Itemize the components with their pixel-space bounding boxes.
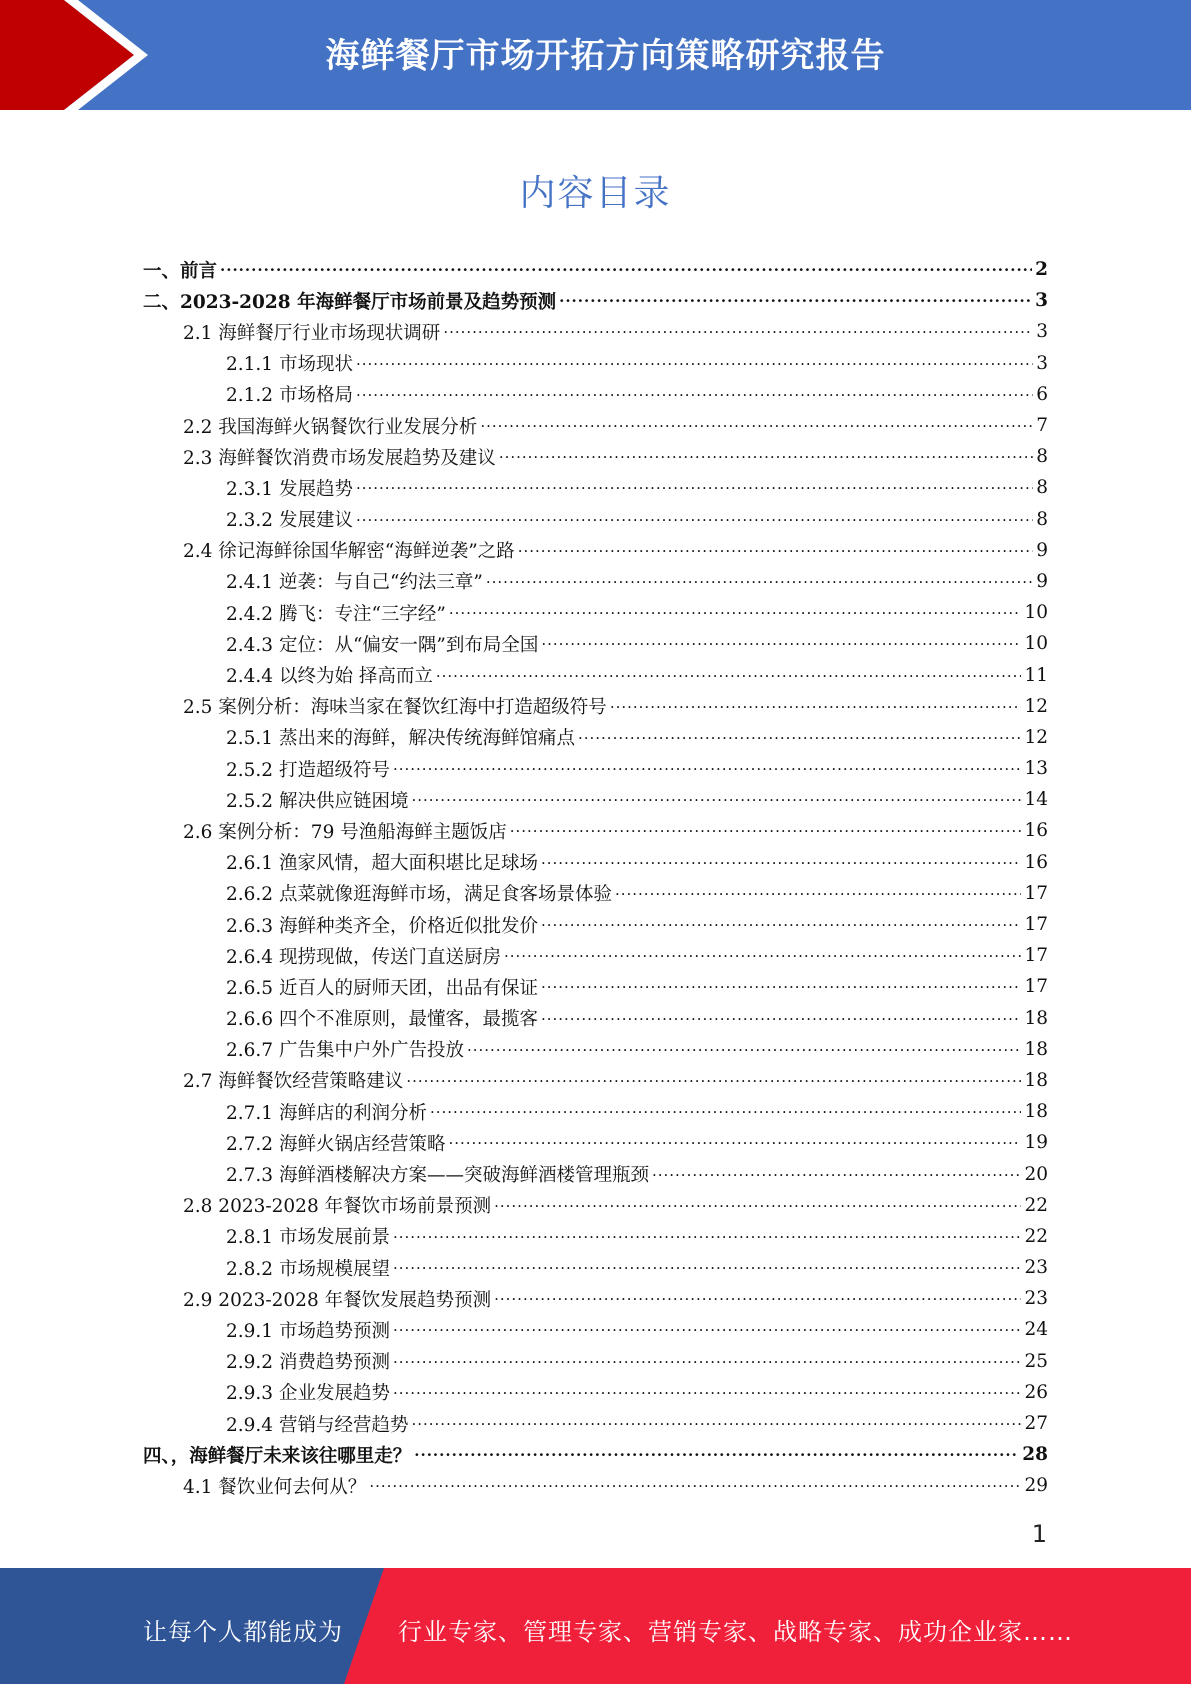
toc-dot-leader <box>393 1227 1021 1246</box>
toc-entry-page: 3 <box>1036 321 1048 343</box>
toc-entry[interactable] <box>143 659 1048 690</box>
toc-dot-leader <box>541 978 1021 997</box>
toc-entry-page: 23 <box>1024 1288 1048 1310</box>
toc-entry[interactable] <box>143 1470 1048 1501</box>
toc-dot-leader <box>541 853 1021 872</box>
footer-banner <box>0 1568 1191 1684</box>
toc-entry-label: 2.8 2023-2028 年餐饮市场前景预测 <box>183 1192 493 1218</box>
toc-dot-leader <box>436 666 1022 685</box>
header-banner <box>0 0 1191 110</box>
footer-slogan-left: 让每个人都能成为 <box>143 1618 343 1646</box>
toc-dot-leader <box>356 354 1033 373</box>
toc-entry-page: 18 <box>1024 1101 1048 1123</box>
toc-entry-page: 22 <box>1024 1194 1048 1216</box>
toc-entry-label: 2.4.2 腾飞：专注“三字经” <box>226 600 448 626</box>
toc-dot-leader <box>411 1414 1021 1433</box>
toc-entry[interactable] <box>143 1096 1048 1127</box>
toc-entry[interactable] <box>143 878 1048 909</box>
toc-entry[interactable] <box>143 1346 1048 1377</box>
toc-entry[interactable] <box>143 410 1048 441</box>
toc-entry-label: 2.5.2 解决供应链困境 <box>226 787 410 813</box>
toc-entry[interactable] <box>143 1221 1048 1252</box>
toc-entry[interactable] <box>143 1283 1048 1314</box>
toc-dot-leader <box>541 1009 1021 1028</box>
toc-entry-label: 2.1.1 市场现状 <box>226 350 355 376</box>
toc-entry-page: 20 <box>1024 1163 1048 1185</box>
toc-entry-label: 2.7.3 海鲜酒楼解决方案——突破海鲜酒楼管理瓶颈 <box>226 1161 651 1187</box>
toc-entry-page: 17 <box>1024 976 1048 998</box>
toc-entry-label: 2.6.5 近百人的厨师天团，出品有保证 <box>226 974 540 1000</box>
toc-dot-leader <box>448 1134 1021 1153</box>
toc-entry-label: 2.9.4 营销与经营趋势 <box>226 1411 410 1437</box>
toc-entry-page: 6 <box>1036 383 1048 405</box>
toc-entry[interactable] <box>143 1190 1048 1221</box>
report-title: 海鲜餐厅市场开拓方向策略研究报告 <box>325 36 886 76</box>
toc-dot-leader <box>414 1445 1019 1464</box>
toc-entry-page: 26 <box>1024 1381 1048 1403</box>
toc-entry-label: 2.2 我国海鲜火锅餐饮行业发展分析 <box>183 413 479 439</box>
toc-entry-label: 二、2023-2028 年海鲜餐厅市场前景及趋势预测 <box>143 288 558 314</box>
toc-entry-label: 2.9.2 消费趋势预测 <box>226 1348 392 1374</box>
toc-entry[interactable] <box>143 940 1048 971</box>
toc-entry[interactable] <box>143 1003 1048 1034</box>
toc-entry-label: 4.1 餐饮业何去何从？ <box>183 1473 368 1499</box>
toc-dot-leader <box>499 447 1033 466</box>
toc-entry-page: 13 <box>1024 758 1048 780</box>
toc-dot-leader <box>518 541 1034 560</box>
toc-entry[interactable] <box>143 472 1048 503</box>
toc-entry-page: 18 <box>1024 1069 1048 1091</box>
footer-slogan-right: 行业专家、管理专家、营销专家、战略专家、成功企业家…… <box>398 1618 1073 1646</box>
toc-dot-leader <box>449 603 1022 622</box>
toc-dot-leader <box>559 292 1032 311</box>
toc-dot-leader <box>615 884 1021 903</box>
toc-entry[interactable] <box>143 909 1048 940</box>
toc-dot-leader <box>504 946 1021 965</box>
toc-dot-leader <box>430 1102 1021 1121</box>
toc-entry[interactable] <box>143 1158 1048 1189</box>
toc-entry-label: 2.9 2023-2028 年餐饮发展趋势预测 <box>183 1286 493 1312</box>
toc-entry-label: 2.4.3 定位：从“偏安一隅”到布局全国 <box>226 631 540 657</box>
toc-entry-page: 16 <box>1024 851 1048 873</box>
toc-entry-page: 12 <box>1024 695 1048 717</box>
toc-entry-label: 2.8.1 市场发展前景 <box>226 1223 392 1249</box>
toc-entry[interactable] <box>143 316 1048 347</box>
toc-entry[interactable] <box>143 628 1048 659</box>
toc-entry-page: 9 <box>1036 539 1048 561</box>
toc-dot-leader <box>443 323 1033 342</box>
toc-entry-page: 14 <box>1024 789 1048 811</box>
toc-entry-page: 29 <box>1024 1475 1048 1497</box>
toc-entry-label: 2.1.2 市场格局 <box>226 381 355 407</box>
toc-dot-leader <box>356 510 1033 529</box>
toc-entry[interactable] <box>143 753 1048 784</box>
toc-dot-leader <box>610 697 1022 716</box>
toc-dot-leader <box>480 416 1033 435</box>
toc-dot-leader <box>652 1165 1021 1184</box>
toc-entry-page: 7 <box>1036 415 1048 437</box>
toc-dot-leader <box>356 385 1033 404</box>
toc-entry-page: 28 <box>1022 1444 1048 1466</box>
toc-entry-label: 2.5.2 打造超级符号 <box>226 756 392 782</box>
toc-entry[interactable] <box>143 722 1048 753</box>
toc-entry[interactable] <box>143 504 1048 535</box>
toc-entry-page: 19 <box>1024 1132 1048 1154</box>
toc-entry-page: 27 <box>1024 1413 1048 1435</box>
toc-dot-leader <box>406 1071 1021 1090</box>
toc-entry-page: 24 <box>1024 1319 1048 1341</box>
toc-entry[interactable] <box>143 379 1048 410</box>
page-number: 1 <box>1031 1520 1047 1548</box>
toc-entry-page: 25 <box>1024 1350 1048 1372</box>
toc-entry-page: 16 <box>1024 820 1048 842</box>
toc-entry[interactable] <box>143 784 1048 815</box>
toc-entry-page: 11 <box>1024 664 1048 686</box>
toc-entry-label: 2.5.1 蒸出来的海鲜，解决传统海鲜馆痛点 <box>226 724 577 750</box>
toc-entry[interactable] <box>143 691 1048 722</box>
toc-entry-label: 2.3.1 发展趋势 <box>226 475 355 501</box>
toc-entry-label: 2.6.6 四个不准原则，最懂客，最揽客 <box>226 1005 540 1031</box>
toc-entry-label: 2.6.3 海鲜种类齐全，价格近似批发价 <box>226 912 540 938</box>
toc-entry-page: 17 <box>1024 914 1048 936</box>
toc-entry[interactable] <box>143 1377 1048 1408</box>
toc-entry-label: 2.7 海鲜餐饮经营策略建议 <box>183 1067 405 1093</box>
toc-dot-leader <box>220 260 1032 279</box>
toc-entry-label: 2.4.4 以终为始 择高而立 <box>226 662 435 688</box>
toc-entry[interactable] <box>143 1408 1048 1439</box>
toc-entry-label: 2.9.1 市场趋势预测 <box>226 1317 392 1343</box>
toc-entry[interactable] <box>143 1439 1048 1470</box>
toc-entry-label: 2.3.2 发展建议 <box>226 506 355 532</box>
toc-entry-label: 2.6.2 点菜就像逛海鲜市场，满足食客场景体验 <box>226 880 614 906</box>
toc-entry-label: 2.7.2 海鲜火锅店经营策略 <box>226 1130 447 1156</box>
toc-entry-page: 17 <box>1024 945 1048 967</box>
toc-heading: 内容目录 <box>519 173 672 214</box>
toc-entry[interactable] <box>143 815 1048 846</box>
toc-entry[interactable] <box>143 1127 1048 1158</box>
toc-entry-label: 一、前言 <box>143 257 219 283</box>
toc-dot-leader <box>411 791 1021 810</box>
toc-entry-page: 10 <box>1024 602 1048 624</box>
toc-entry-page: 17 <box>1024 882 1048 904</box>
toc-entry[interactable] <box>143 847 1048 878</box>
toc-entry[interactable] <box>143 254 1048 285</box>
toc-entry-label: 2.3 海鲜餐饮消费市场发展趋势及建议 <box>183 444 498 470</box>
toc-dot-leader <box>393 1352 1021 1371</box>
toc-dot-leader <box>494 1290 1021 1309</box>
toc-entry[interactable] <box>143 1252 1048 1283</box>
toc-dot-leader <box>510 822 1022 841</box>
toc-entry-page: 12 <box>1024 726 1048 748</box>
toc-entry[interactable] <box>143 1314 1048 1345</box>
toc-entry-label: 2.6.1 渔家风情，超大面积堪比足球场 <box>226 849 540 875</box>
toc-entry[interactable] <box>143 971 1048 1002</box>
toc-entry-page: 2 <box>1035 259 1048 281</box>
toc-entry[interactable] <box>143 566 1048 597</box>
toc-entry-page: 10 <box>1024 633 1048 655</box>
toc-dot-leader <box>486 572 1033 591</box>
toc-entry[interactable] <box>143 535 1048 566</box>
toc-entry[interactable] <box>143 348 1048 379</box>
toc-entry[interactable] <box>143 1034 1048 1065</box>
toc-entry[interactable] <box>143 597 1048 628</box>
toc-dot-leader <box>393 1258 1021 1277</box>
toc-entry-page: 18 <box>1024 1007 1048 1029</box>
toc-entry-label: 2.6.7 广告集中户外广告投放 <box>226 1036 466 1062</box>
toc-dot-leader <box>369 1477 1021 1496</box>
toc-entry-label: 2.4 徐记海鲜徐国华解密“海鲜逆袭”之路 <box>183 537 517 563</box>
toc-dot-leader <box>356 479 1033 498</box>
toc-entry[interactable] <box>143 285 1048 316</box>
toc-dot-leader <box>393 759 1021 778</box>
toc-entry-page: 18 <box>1024 1038 1048 1060</box>
toc-dot-leader <box>541 915 1021 934</box>
toc-entry-label: 2.4.1 逆袭：与自己“约法三章” <box>226 568 485 594</box>
toc-dot-leader <box>393 1383 1021 1402</box>
toc-dot-leader <box>494 1196 1021 1215</box>
toc-entry[interactable] <box>143 441 1048 472</box>
toc-entry-page: 3 <box>1036 352 1048 374</box>
toc-entry-page: 8 <box>1036 477 1048 499</box>
toc-entry-page: 8 <box>1036 446 1048 468</box>
toc-dot-leader <box>467 1040 1021 1059</box>
toc-entry-page: 23 <box>1024 1257 1048 1279</box>
toc-entry-label: 2.5 案例分析：海味当家在餐饮红海中打造超级符号 <box>183 693 609 719</box>
toc-dot-leader <box>393 1321 1021 1340</box>
toc-entry-page: 8 <box>1036 508 1048 530</box>
toc-entry-page: 3 <box>1035 290 1048 312</box>
toc-entry-page: 22 <box>1024 1225 1048 1247</box>
toc-dot-leader <box>541 635 1021 654</box>
toc-entry-label: 2.1 海鲜餐厅行业市场现状调研 <box>183 319 442 345</box>
toc-entry-label: 四、，海鲜餐厅未来该往哪里走？ <box>143 1442 413 1468</box>
toc-entry-label: 2.9.3 企业发展趋势 <box>226 1379 392 1405</box>
toc-dot-leader <box>578 728 1021 747</box>
toc-entry-label: 2.8.2 市场规模展望 <box>226 1255 392 1281</box>
toc-entry-label: 2.7.1 海鲜店的利润分析 <box>226 1099 429 1125</box>
toc-entry[interactable] <box>143 1065 1048 1096</box>
table-of-contents <box>143 254 1048 1502</box>
toc-entry-label: 2.6.4 现捞现做，传送门直送厨房 <box>226 943 503 969</box>
toc-entry-page: 9 <box>1036 570 1048 592</box>
toc-entry-label: 2.6 案例分析：79 号渔船海鲜主题饭店 <box>183 818 509 844</box>
